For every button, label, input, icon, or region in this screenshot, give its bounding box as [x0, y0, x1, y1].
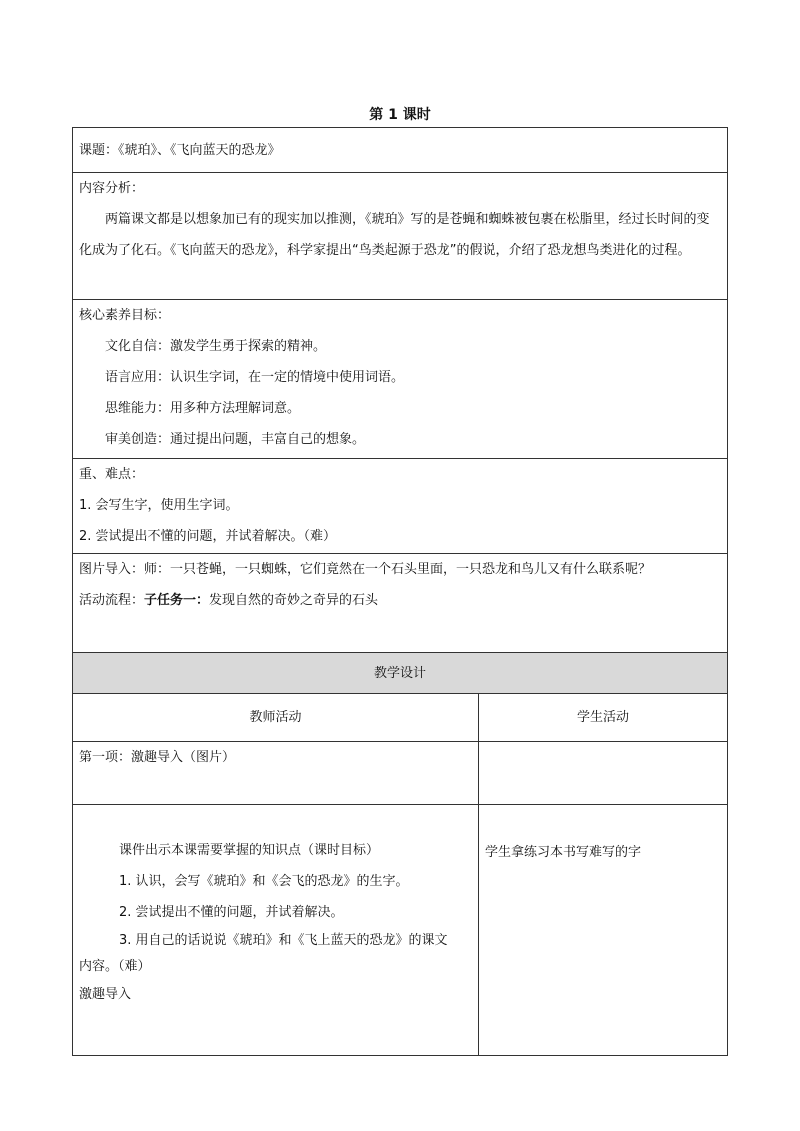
goal-item: 文化自信：激发学生勇于探索的精神。 — [105, 339, 327, 354]
activity-flow — [79, 585, 721, 616]
teacher-line: 课件出示本课需要掌握的知识点（课时目标） — [119, 843, 380, 858]
content-analysis-body: 两篇课文都是以想象加已有的现实加以推测，《琥珀》写的是苍蝇和蜘蛛被包裹在松脂里，经过长时间的变化成为了化石。《飞向蓝天的恐龙》，科学家提出“鸟类起源于恐龙”的假说，介绍了恐龙想鸟类进化的过程。 — [79, 212, 710, 258]
design-heading-row — [73, 653, 728, 694]
activity-flow-label: 活动流程： — [79, 593, 145, 608]
lesson-plan-table — [72, 127, 728, 1056]
key-points-row — [73, 459, 728, 554]
step1-row — [73, 742, 728, 805]
intro-line: 图片导入：师：一只苍蝇，一只蜘蛛，它们竟然在一个石头里面，一只恐龙和鸟儿又有什么联系呢？ — [79, 562, 652, 577]
teacher-line: 2. 尝试提出不懂的问题，并试着解决。 — [119, 905, 344, 920]
key-point-item: 1. 会写生字，使用生字词。 — [79, 498, 239, 513]
step1-student-cell — [479, 742, 728, 805]
subtask-label: 子任务一： — [144, 593, 210, 608]
content-analysis-row — [73, 173, 728, 300]
goal-item: 思维能力：用多种方法理解词意。 — [105, 401, 301, 416]
page-title: 第 1 课时 — [369, 107, 431, 123]
student-activity-cell: 学生拿练习本书写难写的字 — [479, 805, 728, 1056]
step1-label: 第一项：激趣导入（图片） — [73, 742, 479, 805]
core-goals-heading: 核心素养目标： — [79, 308, 171, 323]
column-header-row — [73, 694, 728, 742]
student-column-header: 学生活动 — [479, 694, 728, 742]
intro-row — [73, 554, 728, 653]
teacher-column-header: 教师活动 — [73, 694, 479, 742]
key-point-item: 2. 尝试提出不懂的问题，并试着解决。（难） — [79, 529, 337, 544]
lesson-title-row — [73, 128, 728, 173]
content-analysis-heading: 内容分析： — [79, 181, 145, 196]
teacher-line-end: 激趣导入 — [79, 987, 132, 1002]
key-points-heading: 重、难点： — [79, 467, 145, 482]
teacher-line: 3. 用自己的话说说《琥珀》和《飞上蓝天的恐龙》的课文 — [119, 933, 448, 948]
design-heading: 教学设计 — [73, 653, 728, 694]
activity-row — [73, 805, 728, 1056]
subtask-text: 发现自然的奇妙之奇异的石头 — [209, 593, 379, 608]
goal-item: 语言应用：认识生字词，在一定的情境中使用词语。 — [105, 370, 405, 385]
teacher-line-tail: 内容。（难） — [79, 959, 151, 974]
core-goals-row — [73, 300, 728, 459]
teacher-activity-cell — [73, 805, 479, 1056]
lesson-title: 课题：《琥珀》、《飞向蓝天的恐龙》 — [73, 128, 728, 173]
teacher-line: 1. 认识，会写《琥珀》和《会飞的恐龙》的生字。 — [119, 874, 409, 889]
goal-item: 审美创造：通过提出问题，丰富自己的想象。 — [105, 432, 366, 447]
